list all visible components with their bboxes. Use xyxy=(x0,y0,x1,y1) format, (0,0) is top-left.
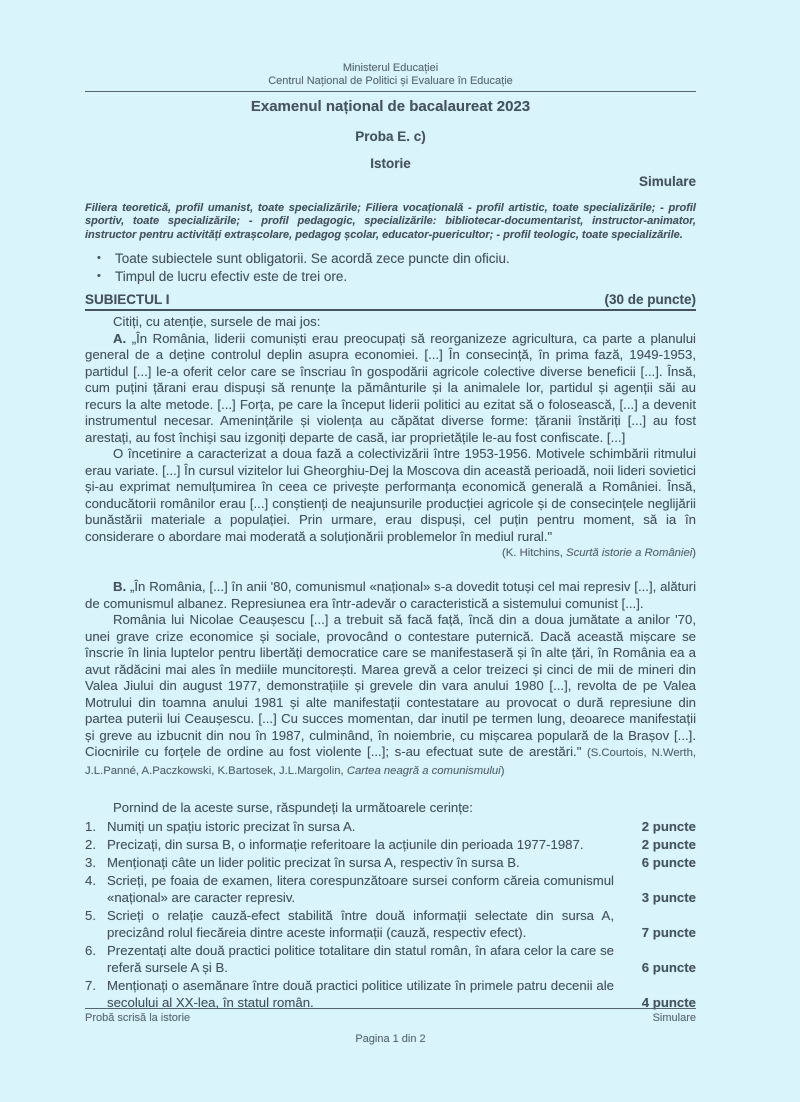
source-a-paragraph-2: O încetinire a caracterizat a doua fază a colectivizării între 1953-1956. Motivele schimbării ritmului erau variate. [...] În cursul vizitelor lui Gheorghiu-Dej la Moscova din această perioadă, noii lideri sovietici și-au exprimat nemulțumirea în ceea ce privește performanța economică generală a României. Însă, conducătorii românilor erau [...] conștienți de neajunsurile producției agricole și de consecințele neglijării bunăstării materiale a populației. Prin urmare, erau dispuși, cel puțin pentru moment, să ia în considerare o abordare mai moderată a soluționării problemelor în mediul rural." xyxy=(85,446,696,544)
instructions-list xyxy=(85,250,696,285)
task-points: 2 puncte xyxy=(641,836,696,852)
task-item xyxy=(85,818,696,835)
section-header xyxy=(85,292,696,311)
sources-intro: Citiți, cu atenție, sursele de mai jos: xyxy=(113,314,321,330)
task-points: 3 puncte xyxy=(641,889,696,905)
task-number: 2. xyxy=(85,836,96,852)
task-text: Prezentați alte două practici politice totalitare din statul român, în afara celor la care se referă sursele A și B. xyxy=(107,942,614,975)
attribution-suffix: ) xyxy=(500,764,505,777)
instruction-item xyxy=(85,268,696,286)
section-points: (30 de puncte) xyxy=(604,292,696,308)
attribution-title: Scurtă istorie a României xyxy=(566,547,693,560)
attribution-suffix: ) xyxy=(692,547,696,560)
header-ministry: Ministerul Educației xyxy=(342,62,439,74)
task-item xyxy=(85,942,696,976)
instruction-text: Toate subiectele sunt obligatorii. Se acordă zece puncte din oficiu. xyxy=(115,251,510,267)
task-text: Scrieți, pe foaia de examen, litera corespunzătoare sursei conform căreia comunismul «național» are caracter represiv. xyxy=(107,872,614,905)
task-points: 6 puncte xyxy=(641,854,696,870)
task-text: Precizați, din sursa B, o informație referitoare la acțiunile din perioada 1977-1987. xyxy=(107,836,584,852)
discipline-label: Istorie xyxy=(370,156,411,171)
tasks-list xyxy=(85,818,696,1011)
source-a-label: A. xyxy=(113,330,127,346)
task-item xyxy=(85,977,696,1011)
bullet-icon: • xyxy=(97,269,101,282)
task-number: 3. xyxy=(85,854,96,870)
task-item xyxy=(85,854,696,871)
bullet-icon: • xyxy=(97,252,101,265)
footer-left: Probă scrisă la istorie xyxy=(85,1012,191,1024)
header-agency: Centrul Național de Politici și Evaluare în Educație xyxy=(85,75,696,92)
attribution-authors: (K. Hitchins, xyxy=(502,547,567,560)
tasks-intro: Pornind de la aceste surse, răspundeți la următoarele cerințe: xyxy=(113,800,473,816)
source-a-text-1: „În România, liderii comuniști erau preocupați să reorganizeze agricultura, ca parte a planului general de a deține controlul deplin asupra economiei. [...] În consecință, în prima fază, 1949-1953, partidul [...] le-a oferit celor care se înscriau în gospodării agricole colective diverse beneficii [...]. Însă, cum puțini țărani erau dispuși să renunțe la pământurile și la animalele lor, partidul și agenții săi au recurs la alte metode. [...] Forța, pe care la început liderii politici au ezitat să o folosească, [...] a devenit instrumentul necesar. Amenințările și violența au căpătat diverse forme: țăranii înstăriți [...] au fost arestați, au fost închiși sau izgoniți departe de casă, iar proprietățile le-au fost confiscate. [...] xyxy=(85,330,696,445)
source-b-text-1: „În România, [...] în anii '80, comunismul «național» s-a dovedit totuși cel mai represiv [...], alături de comunismul albanez. Represiunea era într-adevăr o caracteristică a sistemului comunist [...]. xyxy=(85,579,696,611)
source-b-text-2: România lui Nicolae Ceaușescu [...] a trebuit să facă față, încă din a doua jumătate a anilor '70, unei grave crize economice și sociale, provocând o contestare puternică. Dacă această mișcare se înscrie în linia luptelor pentru libertăți democratice care se manifestaseră și în alte țări, în România ea a avut rădăcini mai ales în mediile muncitorești. Marea grevă a celor treizeci și cinci de mii de mineri din Valea Jiului din august 1977, demonstrațiile și grevele din vara anului 1980 [...], revolta de pe Valea Motrului din toamna anului 1981 și alte manifestații contestatare au provocat o dură represiune din partea puterii lui Ceaușescu. [...] Cu succes momentan, dar inutil pe termen lung, deoarece manifestații și greve au izbucnit din nou în 1987, culminând, în noiembrie, cu mișcarea populară de la Brașov [...]. Ciocnirile cu forțele de ordine au fost violente [...]; s-au efectuat sute de arestări." xyxy=(85,612,696,760)
task-number: 7. xyxy=(85,977,96,993)
source-a-paragraph-1 xyxy=(85,331,696,447)
exam-title: Examenul național de bacalaureat 2023 xyxy=(250,98,531,115)
session-label: Simulare xyxy=(638,174,696,189)
eligibility-note: Filiera teoretică, profil umanist, toate specializările; Filiera vocațională - profil artistic, toate specializările; - profil sportiv, toate specializările; - profil pedagogic, specializările: bibliotecar-documentarist, instructor-animator, instructor pentru activități extrașcolare, pedagog școlar, educator-puericultor; - profil teologic, toate specializările. xyxy=(85,202,696,241)
task-item xyxy=(85,907,696,941)
task-points: 4 puncte xyxy=(641,994,696,1010)
task-points: 6 puncte xyxy=(641,959,696,975)
section-title: SUBIECTUL I xyxy=(85,292,170,308)
instruction-text: Timpul de lucru efectiv este de trei ore. xyxy=(115,268,348,284)
attribution-authors: (S.Courtois, N.Werth, J.L.Panné, A.Paczkowski, K.Bartosek, J.L.Margolin, xyxy=(85,747,696,777)
source-b-label: B. xyxy=(113,579,127,595)
source-b-paragraph-1 xyxy=(85,579,696,612)
task-text: Menționați câte un lider politic precizat în sursa A, respectiv în sursa B. xyxy=(107,854,520,870)
task-text: Numiți un spațiu istoric precizat în sursa A. xyxy=(107,818,356,834)
task-item xyxy=(85,836,696,853)
task-number: 4. xyxy=(85,872,96,888)
task-number: 5. xyxy=(85,907,96,923)
task-number: 6. xyxy=(85,942,96,958)
source-a-attribution xyxy=(85,547,696,560)
task-points: 7 puncte xyxy=(641,924,696,940)
task-text: Scrieți o relație cauză-efect stabilită între două informații selectate din sursa A, precizând rolul fiecăreia dintre aceste informații (cauză, respectiv efect). xyxy=(107,907,614,940)
task-number: 1. xyxy=(85,818,96,834)
instruction-item xyxy=(85,250,696,268)
attribution-title: Cartea neagră a comunismului xyxy=(346,764,501,777)
page-number: Pagina 1 din 2 xyxy=(355,1033,426,1045)
footer-right: Simulare xyxy=(652,1012,696,1024)
paper-label: Proba E. c) xyxy=(355,129,426,144)
task-points: 2 puncte xyxy=(641,818,696,834)
task-item xyxy=(85,872,696,906)
task-text: Menționați o asemănare între două practici politice utilizate în primele patru decenii ale secolului al XX-lea, în statul român. xyxy=(107,977,614,1010)
source-b-paragraph-2 xyxy=(85,612,696,779)
page-footer xyxy=(85,1008,696,1045)
